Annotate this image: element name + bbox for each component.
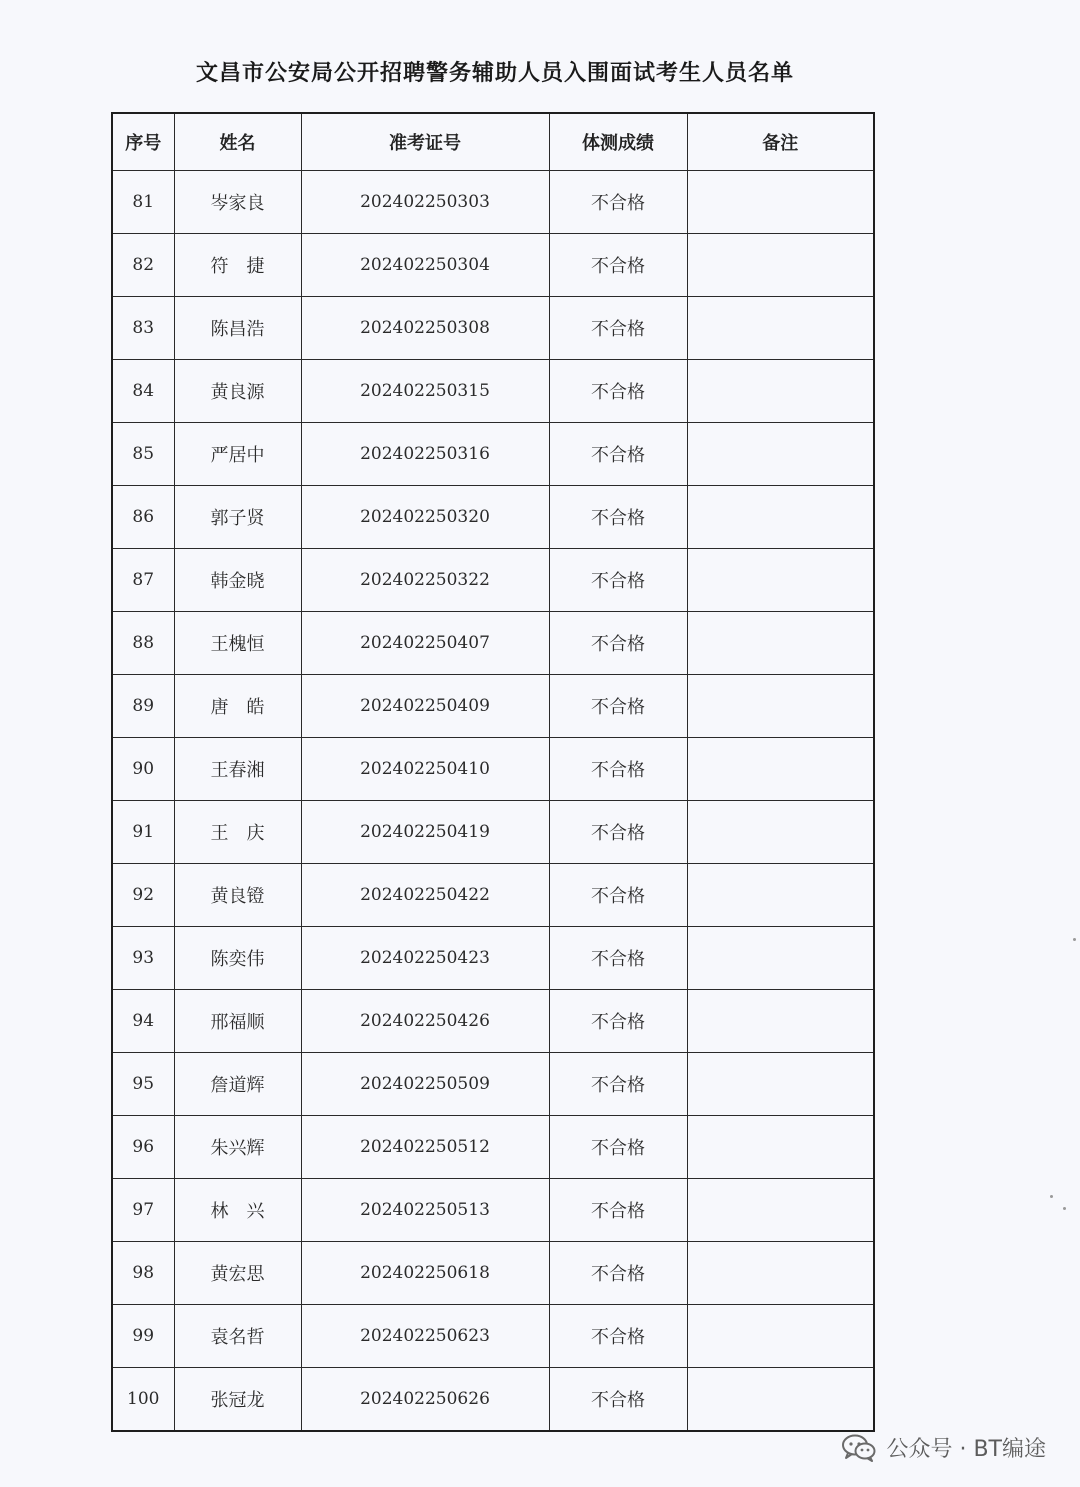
table-row [112,423,874,486]
cell-note [687,864,874,927]
cell-no: 99 [112,1305,174,1368]
cell-note [687,1368,874,1432]
cell-name: 唐 皓 [174,675,301,738]
candidate-table [111,112,875,1432]
cell-note [687,423,874,486]
table-row [112,738,874,801]
cell-no: 86 [112,486,174,549]
cell-id: 202402250308 [301,297,549,360]
cell-no: 97 [112,1179,174,1242]
cell-note [687,360,874,423]
cell-score: 不合格 [549,423,687,486]
cell-name: 黄良镫 [174,864,301,927]
cell-score: 不合格 [549,738,687,801]
cell-name: 符 捷 [174,234,301,297]
cell-id: 202402250315 [301,360,549,423]
cell-note [687,927,874,990]
cell-no: 93 [112,927,174,990]
cell-id: 202402250304 [301,234,549,297]
scan-speck [1073,938,1076,941]
cell-note [687,1242,874,1305]
cell-no: 84 [112,360,174,423]
cell-name: 张冠龙 [174,1368,301,1432]
cell-score: 不合格 [549,864,687,927]
cell-name: 王槐恒 [174,612,301,675]
cell-note [687,675,874,738]
cell-name: 岑家良 [174,171,301,234]
table-row [112,1368,874,1432]
table-row [112,864,874,927]
table-row [112,1116,874,1179]
cell-no: 89 [112,675,174,738]
cell-no: 83 [112,297,174,360]
cell-score: 不合格 [549,549,687,612]
cell-name: 韩金晓 [174,549,301,612]
cell-score: 不合格 [549,1242,687,1305]
cell-no: 100 [112,1368,174,1432]
header-exam-id: 准考证号 [301,113,549,171]
cell-note [687,234,874,297]
table-row [112,234,874,297]
cell-name: 袁名哲 [174,1305,301,1368]
cell-score: 不合格 [549,1053,687,1116]
watermark-text: 公众号 · BT编途 [886,1437,1046,1462]
cell-id: 202402250320 [301,486,549,549]
table-header-row [112,113,874,171]
cell-score: 不合格 [549,171,687,234]
header-no: 序号 [112,113,174,171]
table-row [112,1179,874,1242]
cell-id: 202402250410 [301,738,549,801]
cell-id: 202402250407 [301,612,549,675]
cell-id: 202402250512 [301,1116,549,1179]
cell-name: 邢福顺 [174,990,301,1053]
cell-name: 王春湘 [174,738,301,801]
cell-note [687,1179,874,1242]
cell-note [687,486,874,549]
table-row [112,612,874,675]
table-row [112,486,874,549]
table-row [112,1053,874,1116]
cell-name: 黄宏思 [174,1242,301,1305]
cell-id: 202402250623 [301,1305,549,1368]
table-body [112,171,874,1432]
table-row [112,360,874,423]
cell-id: 202402250419 [301,801,549,864]
table-row [112,927,874,990]
cell-note [687,171,874,234]
cell-id: 202402250303 [301,171,549,234]
table-row [112,1305,874,1368]
cell-note [687,1053,874,1116]
table-row [112,801,874,864]
cell-name: 林 兴 [174,1179,301,1242]
table-row [112,675,874,738]
cell-name: 黄良源 [174,360,301,423]
table-row [112,990,874,1053]
cell-note [687,549,874,612]
cell-id: 202402250322 [301,549,549,612]
cell-id: 202402250509 [301,1053,549,1116]
cell-name: 朱兴辉 [174,1116,301,1179]
cell-score: 不合格 [549,360,687,423]
cell-score: 不合格 [549,612,687,675]
cell-no: 88 [112,612,174,675]
cell-no: 96 [112,1116,174,1179]
cell-score: 不合格 [549,1116,687,1179]
cell-no: 95 [112,1053,174,1116]
cell-score: 不合格 [549,1179,687,1242]
cell-note [687,297,874,360]
cell-id: 202402250422 [301,864,549,927]
cell-note [687,1305,874,1368]
cell-note [687,801,874,864]
table-row [112,1242,874,1305]
scan-speck [1050,1195,1053,1198]
cell-name: 陈昌浩 [174,297,301,360]
scan-speck [1063,1207,1066,1210]
cell-no: 92 [112,864,174,927]
cell-id: 202402250409 [301,675,549,738]
cell-score: 不合格 [549,801,687,864]
cell-name: 詹道辉 [174,1053,301,1116]
cell-note [687,612,874,675]
cell-name: 陈奕伟 [174,927,301,990]
cell-no: 98 [112,1242,174,1305]
watermark [842,1432,1046,1463]
cell-id: 202402250618 [301,1242,549,1305]
cell-score: 不合格 [549,675,687,738]
cell-no: 85 [112,423,174,486]
cell-score: 不合格 [549,297,687,360]
cell-score: 不合格 [549,1305,687,1368]
cell-no: 91 [112,801,174,864]
cell-note [687,738,874,801]
table-row [112,297,874,360]
page-title: 文昌市公安局公开招聘警务辅助人员入围面试考生人员名单 [195,61,794,86]
cell-no: 90 [112,738,174,801]
cell-score: 不合格 [549,927,687,990]
cell-name: 严居中 [174,423,301,486]
cell-note [687,990,874,1053]
cell-score: 不合格 [549,1368,687,1432]
table-row [112,171,874,234]
cell-id: 202402250513 [301,1179,549,1242]
cell-no: 82 [112,234,174,297]
cell-note [687,1116,874,1179]
cell-no: 87 [112,549,174,612]
cell-id: 202402250426 [301,990,549,1053]
header-note: 备注 [687,113,874,171]
cell-name: 郭子贤 [174,486,301,549]
cell-score: 不合格 [549,234,687,297]
cell-name: 王 庆 [174,801,301,864]
cell-id: 202402250316 [301,423,549,486]
cell-id: 202402250423 [301,927,549,990]
cell-id: 202402250626 [301,1368,549,1432]
cell-no: 94 [112,990,174,1053]
wechat-icon [842,1434,876,1462]
cell-score: 不合格 [549,990,687,1053]
header-name: 姓名 [174,113,301,171]
header-score: 体测成绩 [549,113,687,171]
table-row [112,549,874,612]
cell-no: 81 [112,171,174,234]
cell-score: 不合格 [549,486,687,549]
